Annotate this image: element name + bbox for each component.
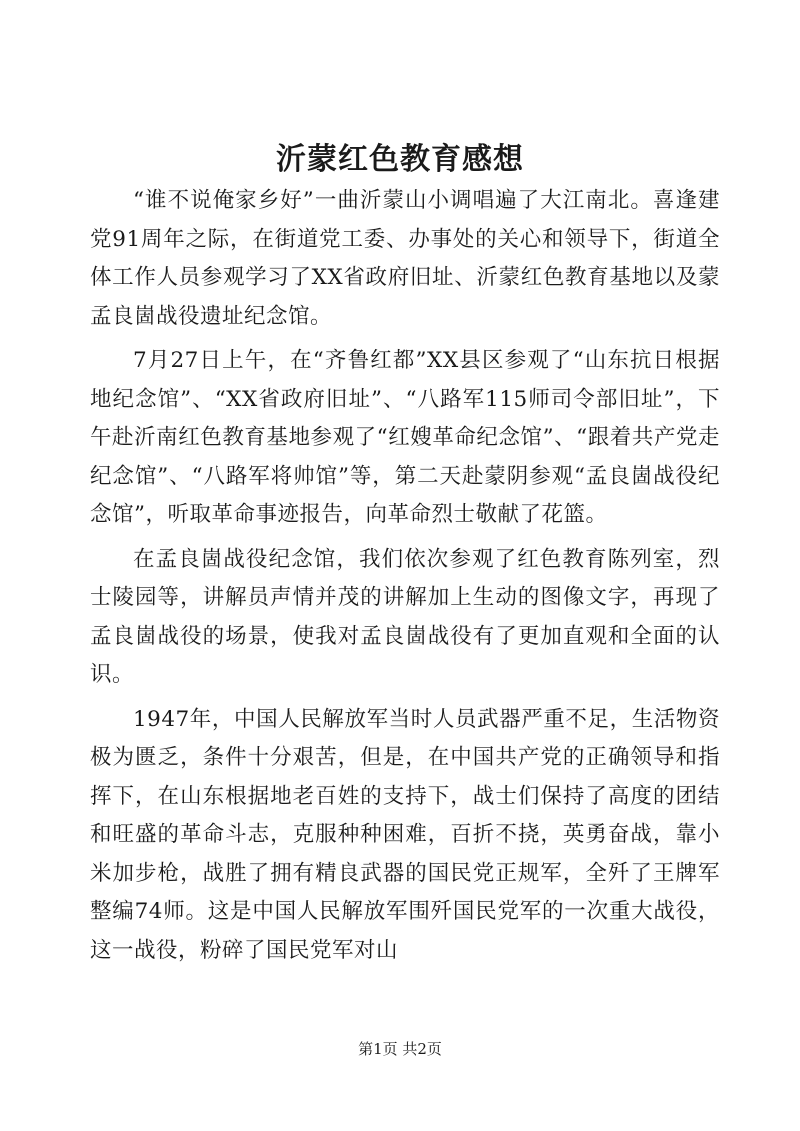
document-title: 沂蒙红色教育感想 — [276, 142, 524, 177]
paragraph-4: 1947年，中国人民解放军当时人员武器严重不足，生活物资极为匮乏，条件十分艰苦，但是，在中国共产党的正确领导和指挥下，在山东根据地老百姓的支持下，战士们保持了高度的团结和旺盛的革命斗志，克服种种困难，百折不挠，英勇奋战，靠小米加步枪，战胜了拥有精良武器的国民党正规军，全歼了王牌军整编74师。这是中国人民解放军围歼国民党军的一次重大战役，这一战役，粉碎了国民党军对山 — [90, 706, 720, 963]
document-body — [90, 182, 720, 976]
paragraph-3: 在孟良崮战役纪念馆，我们依次参观了红色教育陈列室，烈士陵园等，讲解员声情并茂的讲解加上生动的图像文字，再现了孟良崮战役的场景，使我对孟良崮战役有了更加直观和全面的认识。 — [90, 546, 720, 687]
paragraph-2: 7月27日上午，在“齐鲁红都”XX县区参观了“山东抗日根据地纪念馆”、“XX省政府旧址”、“八路军115师司令部旧址”，下午赴沂南红色教育基地参观了“红嫂革命纪念馆”、“跟着共产党走纪念馆”、“八路军将帅馆”等，第二天赴蒙阴参观“孟良崮战役纪念馆”，听取革命事迹报告，向革命烈士敬献了花篮。 — [90, 348, 720, 527]
page-number-footer: 第1页 共2页 — [358, 1040, 442, 1058]
paragraph-1: “谁不说俺家乡好”一曲沂蒙山小调唱遍了大江南北。喜逢建党91周年之际，在街道党工委、办事处的关心和领导下，街道全体工作人员参观学习了XX省政府旧址、沂蒙红色教育基地以及蒙孟良崮战役遗址纪念馆。 — [90, 188, 720, 329]
